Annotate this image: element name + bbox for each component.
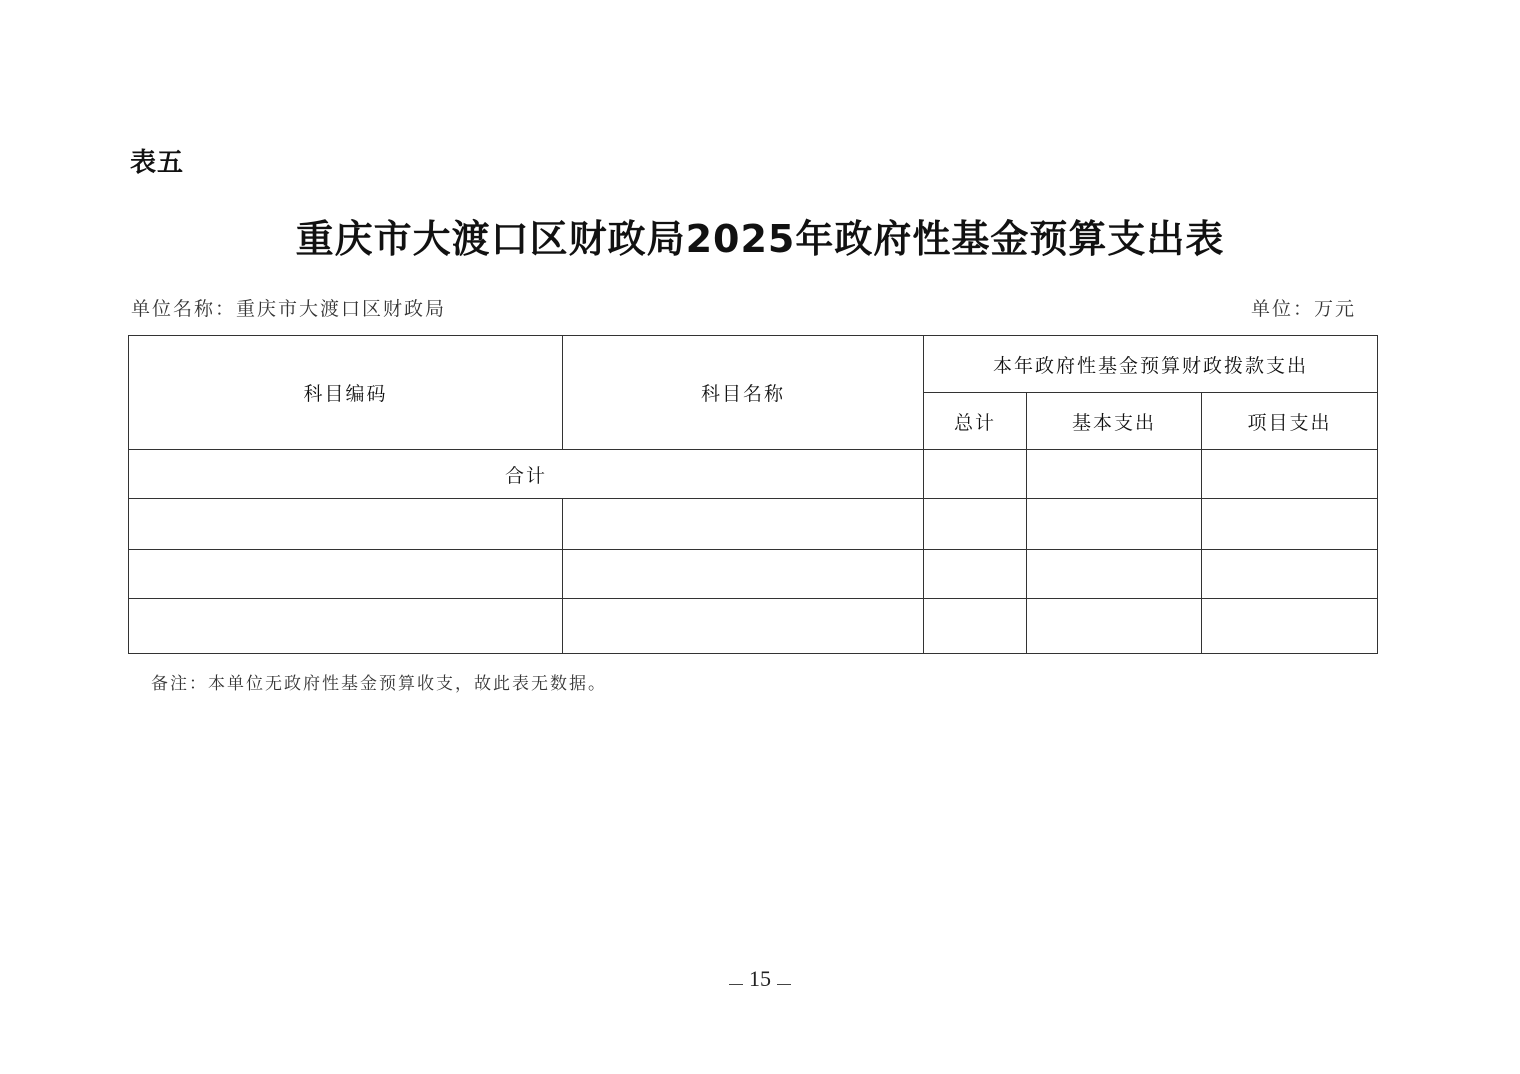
page-number-value: 15	[749, 966, 771, 991]
row-total	[924, 550, 1027, 599]
header-project: 项目支出	[1202, 393, 1378, 450]
row-basic	[1027, 499, 1202, 550]
total-label: 合计	[129, 450, 924, 499]
row-name	[563, 599, 924, 654]
total-row	[129, 450, 1378, 499]
total-cell-basic	[1027, 450, 1202, 499]
row-total	[924, 599, 1027, 654]
row-project	[1202, 499, 1378, 550]
header-name: 科目名称	[563, 336, 924, 450]
table-note: 备注：本单位无政府性基金预算收支，故此表无数据。	[151, 674, 607, 694]
row-code	[129, 550, 563, 599]
document-title: 重庆市大渡口区财政局2025年政府性基金预算支出表	[295, 217, 1225, 261]
page-number-dash-left	[729, 984, 743, 985]
table-label: 表五	[130, 148, 185, 178]
page-number	[0, 966, 1520, 992]
unit-of-measure: 单位：万元	[1250, 298, 1356, 320]
page-number-dash-right	[777, 984, 791, 985]
row-code	[129, 499, 563, 550]
row-name	[563, 550, 924, 599]
header-group: 本年政府性基金预算财政拨款支出	[924, 336, 1378, 393]
table-row	[129, 499, 1378, 550]
table-row	[129, 599, 1378, 654]
header-basic: 基本支出	[1027, 393, 1202, 450]
header-row-1	[129, 336, 1378, 393]
row-basic	[1027, 550, 1202, 599]
header-code: 科目编码	[129, 336, 563, 450]
header-total: 总计	[924, 393, 1027, 450]
total-cell-total	[924, 450, 1027, 499]
budget-table	[128, 335, 1378, 654]
total-cell-project	[1202, 450, 1378, 499]
unit-name: 单位名称：重庆市大渡口区财政局	[131, 298, 447, 320]
table-row	[129, 550, 1378, 599]
row-code	[129, 599, 563, 654]
row-basic	[1027, 599, 1202, 654]
row-project	[1202, 550, 1378, 599]
row-total	[924, 499, 1027, 550]
row-name	[563, 499, 924, 550]
row-project	[1202, 599, 1378, 654]
